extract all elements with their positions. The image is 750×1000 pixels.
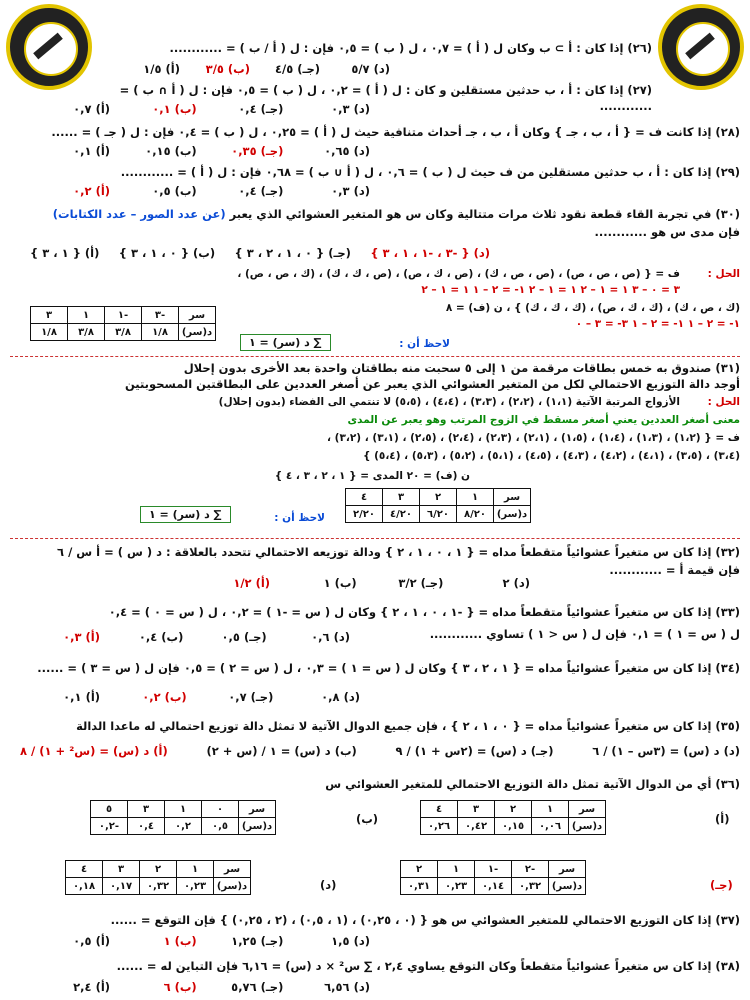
option-label: (جـ) [710, 878, 733, 892]
distribution-table-31 [345, 488, 531, 523]
table-cell: ٢ [401, 861, 438, 878]
option-a: (أ) ١/٥ [143, 62, 180, 76]
table-cell: ١/٨ [142, 324, 179, 341]
table-cell: ١ [165, 801, 202, 818]
question-30 [10, 206, 740, 222]
option-d: (د) ٠,٣ [331, 102, 370, 116]
solution-30-line1: ف = { (ص ، ص ، ص) ، (ص ، ص ، ك) ، (ص ، ك ، ص) ، (ص ، ك ، ك) ، (ك ، ص ، ص) ، [237, 268, 680, 280]
option-label: (أ) [715, 812, 730, 826]
table-cell: ٤ [66, 861, 103, 878]
table-cell: سر [569, 801, 606, 818]
option-d: (د) ١,٥ [331, 934, 370, 948]
table-cell: ٣ [458, 801, 495, 818]
table-cell: ٤ [421, 801, 458, 818]
question-32: (٣٢) إذا كان س متغيراً عشوائياً متقطعاً مداه = { ١ ، ٠ ، ١ ، ٢ } ودالة توزيعه الاحتمالي تتحدد بالعلاقة : د ( س ) = ﺃ س / ٦ [57, 545, 740, 559]
option-b: (ب) { ٠ ، ١ ، ٣ } [118, 246, 216, 260]
option-a: (أ) ٢,٤ [73, 980, 111, 994]
table-cell: د(سر) [549, 878, 586, 895]
table-cell: -٣ [142, 307, 179, 324]
table-cell: ٠,٣٢ [512, 878, 549, 895]
distribution-table-36c [400, 860, 586, 895]
option-b: (ب) ٠,٥ [152, 184, 197, 198]
table-cell: ١ [68, 307, 105, 324]
option-b: (ب) د (س) = ١ / (س + ٢) [206, 744, 357, 758]
option-c: (جـ) ٠,٤ [238, 102, 284, 116]
option-a: (أ) ٠,٥ [73, 934, 111, 948]
option-c: (جـ) ٤/٥ [275, 62, 320, 76]
table-cell: ٠,١٥ [495, 818, 532, 835]
table-cell: ٠,١٧ [103, 878, 140, 895]
options-26 [110, 62, 390, 76]
divider [10, 538, 740, 539]
table-cell: ٥ [91, 801, 128, 818]
option-b: (ب) ٠,١٥ [145, 144, 197, 158]
options-32 [200, 576, 530, 590]
table-cell: ٠,١٨ [66, 878, 103, 895]
table-cell: ٠,٢ [165, 818, 202, 835]
logo-icon [658, 4, 744, 90]
table-cell: د(سر) [239, 818, 276, 835]
option-d: (د) ٠,٣ [331, 184, 370, 198]
table-cell: د(سر) [214, 878, 251, 895]
table-cell: سر [239, 801, 276, 818]
table-cell: ٠,١٤ [475, 878, 512, 895]
option-c: (جـ) { ٠ ، ١ ، ٢ ، ٣ } [234, 246, 351, 260]
table-cell: ٠,٤ [128, 818, 165, 835]
options-27 [40, 102, 370, 116]
table-cell: ٤ [346, 489, 383, 506]
table-row [401, 878, 586, 895]
option-d: (د) د (س) = (٣س – ١) / ٦ [592, 744, 740, 758]
option-c: (جـ) ٥,٧٦ [231, 980, 284, 994]
table-cell: -١ [105, 307, 142, 324]
table-cell: ٣/٨ [105, 324, 142, 341]
option-d: (د) ٥/٧ [351, 62, 390, 76]
option-a-label [715, 812, 729, 826]
option-b: (ب) ٦ [163, 980, 197, 994]
option-label: (د) [320, 878, 337, 892]
note-box-30: ∑ د (سر) = ١ [240, 334, 331, 351]
table-cell: ١ [177, 861, 214, 878]
question-30-line2: فإن مدى س هو ............ [594, 225, 740, 239]
solution-30-line2b: ١- = ٢ – ١ ١- = ٢ – ١ ٣- = ٣ – ٠ [575, 318, 740, 330]
option-c: (جـ) ٠,٣٥ [231, 144, 284, 158]
table-cell: ٣ [31, 307, 68, 324]
table-cell: ٢ [140, 861, 177, 878]
logo-icon [6, 4, 92, 90]
table-cell: ٦/٢٠ [420, 506, 457, 523]
option-d: (د) ٢ [502, 576, 530, 590]
table-cell: سر [179, 307, 216, 324]
table-cell: ٠,٤٢ [458, 818, 495, 835]
option-b: (ب) ٣/٥ [205, 62, 250, 76]
question-35: (٣٥) إذا كان س متغيراً عشوائياً مداه = { ٠ ، ١ ، ٢ } ، فإن جميع الدوال الآتية لا تمثل دالة توزيع احتمالي له ماعدا الدالة [76, 719, 740, 733]
question-26: (٢٦) إذا كان : ﺃ ⊃ ب وكان ل ( ﺃ ) = ٠,٧ ، ل ( ب ) = ٠,٥ فإن : ل ( ﺃ / ب ) = ............ [169, 41, 652, 55]
options-29 [40, 184, 370, 198]
option-b-label [356, 812, 378, 826]
table-row [421, 801, 606, 818]
table-cell: ٣ [103, 861, 140, 878]
option-d: (د) ٠,٦ [311, 630, 350, 644]
option-b: (ب) ٠,١ [152, 102, 197, 116]
question-31-line2: أوجد دالة التوزيع الاحتمالي لكل من المتغير العشوائي الذي يعبر عن أصغر العددين على البطاقتين المسحوبتين [124, 377, 740, 391]
table-cell: ١/٨ [31, 324, 68, 341]
table-cell: ١ [438, 861, 475, 878]
table-cell: ٢ [420, 489, 457, 506]
option-c: (جـ) ١,٢٥ [231, 934, 284, 948]
option-a: (أ) ٠,٢ [73, 184, 111, 198]
solution-31-line3: ف = { (١،٢) ، (١،٣) ، (١،٤) ، (١،٥) ، (٢،١) ، (٢،٣) ، (٢،٤) ، (٢،٥) ، (٣،١) ، (٣،٢) ، [327, 432, 740, 444]
option-a: (أ) ٠,٧ [73, 102, 111, 116]
option-a: (أ) ١/٢ [233, 576, 271, 590]
solution-label: الحل : [707, 268, 740, 280]
note-box-31: ∑ د (سر) = ١ [140, 506, 231, 523]
solution-30-line1b: ٣ = ٠ – ٣ ١ = ١ – ٢ ١ = ١ – ٢ ١- = ٢ – ١ ١ = ١ – ٢ [421, 284, 680, 296]
option-d: (د) ٦,٥٦ [324, 980, 370, 994]
distribution-table-30 [30, 306, 216, 341]
note-label-30: لاحظ أن : [399, 338, 450, 350]
question-28: (٢٨) إذا كانت ف = { ﺃ ، ب ، جـ } وكان ﺃ ، ب ، جـ أحداث متنافية حيث ل ( ﺃ ) = ٠,٢٥ ، ل ( ب ) = ٠,٤ فإن : ل ( جـ ) = ...... [51, 125, 740, 139]
table-cell: -١ [475, 861, 512, 878]
table-cell: ٢/٢٠ [346, 506, 383, 523]
option-c: (جـ) ٣/٢ [398, 576, 444, 590]
table-cell: سر [494, 489, 531, 506]
table-cell: ٨/٢٠ [457, 506, 494, 523]
option-d: (د) ٠,٨ [321, 690, 360, 704]
table-cell: ٠,٢٣ [177, 878, 214, 895]
table-cell: ١ [457, 489, 494, 506]
table-cell: سر [214, 861, 251, 878]
table-cell: ٠,٣٢ [140, 878, 177, 895]
table-cell: ٠,٠٦ [532, 818, 569, 835]
table-cell: ٣/٨ [68, 324, 105, 341]
divider [10, 356, 740, 357]
question-30-text: (٣٠) في تجربة القاء قطعة نقود ثلاث مرات متتالية وكان س هو المتغير العشوائي الذي يعبر [229, 207, 740, 221]
table-row [66, 878, 251, 895]
options-34 [30, 690, 360, 704]
table-cell: ٠,٢٣ [438, 878, 475, 895]
solution-31-line4: (٣،٤) ، (٣،٥) ، (٤،١) ، (٤،٢) ، (٤،٣) ، (٤،٥) ، (٥،١) ، (٥،٢) ، (٥،٣) ، (٥،٤) } [362, 450, 740, 462]
options-38 [40, 980, 370, 994]
table-cell: ١ [532, 801, 569, 818]
options-30 [30, 246, 490, 260]
question-30-note: (عن عدد الصور – عدد الكتابات) [52, 207, 226, 221]
table-row [421, 818, 606, 835]
options-35 [20, 744, 740, 758]
question-38: (٣٨) إذا كان س متغيراً عشوائياً متقطعاً وكان التوقع يساوي ٢,٤ ، ∑ س² × د (س) = ٦,١٦ فإن التباين له = ...... [116, 959, 740, 973]
table-row [91, 801, 276, 818]
option-a: (أ) ٠,١ [63, 690, 101, 704]
solution-31-line2: معنى أصغر العددين يعني أصغر مسقط في الزوج المرتب وهو يعبر عن المدى [347, 414, 740, 426]
question-27: (٢٧) إذا كان : ﺃ ، ب حدثين مستقلين و كان : ل ( ﺃ ) = ٠,٢ ، ل ( ب ) = ٠,٥ فإن : ل ( ﺃ ∩ ب ) = ............ [119, 83, 652, 113]
table-row [91, 818, 276, 835]
note-label-31: لاحظ أن : [274, 512, 325, 524]
table-cell: ٣ [383, 489, 420, 506]
option-b: (ب) ٠,٤ [138, 630, 184, 644]
question-29: (٢٩) إذا كان : ﺃ ، ب حدثين مستقلين من ف حيث ل ( ب ) = ٠,٦ ، ل ( ﺃ ∪ ب ) = ٠,٦٨ فإن : ل ( ﺃ ) = ............ [120, 165, 740, 179]
option-c: (جـ) ٠,٧ [228, 690, 274, 704]
options-28 [40, 144, 370, 158]
table-row [346, 489, 531, 506]
option-d: (د) { -٣ ، -١ ، ١ ، ٣ } [370, 246, 490, 260]
table-cell: -٢ [512, 861, 549, 878]
question-31: (٣١) صندوق به خمس بطاقات مرقمة من ١ إلى ٥ سحبت منه بطاقتان واحدة بعد الأخرى بدون إحلال [183, 361, 740, 375]
table-row [31, 324, 216, 341]
distribution-table-36b [90, 800, 276, 835]
table-cell: د(سر) [494, 506, 531, 523]
option-c: (جـ) د (س) = (٢س + ١) / ٩ [395, 744, 554, 758]
options-33 [30, 630, 350, 644]
option-label: (ب) [356, 812, 379, 826]
option-c-label [710, 878, 733, 892]
option-a: (أ) ٠,٣ [63, 630, 101, 644]
table-row [31, 307, 216, 324]
option-d: (د) ٠,٦٥ [324, 144, 370, 158]
table-cell: د(سر) [569, 818, 606, 835]
solution-31-line1: الأزواج المرتبة الآتية (١،١) ، (٢،٢) ، (٣،٣) ، (٤،٤) ، (٥،٥) لا تنتمي الى الفضاء (بدون إحلال) [218, 396, 680, 408]
option-a: (أ) د (س) = (س² + ١) / ٨ [20, 744, 168, 758]
option-b: (ب) ١ [323, 576, 357, 590]
solution-30-line2: (ك ، ص ، ك) ، (ك ، ك ، ص) ، (ك ، ك ، ك) } ، ن (ف) = ٨ [445, 302, 740, 314]
table-row [401, 861, 586, 878]
solution-31-line5: ن (ف) = ٢٠ المدى = { ١ ، ٢ ، ٣ ، ٤ } [274, 470, 470, 482]
table-cell: ٠ [202, 801, 239, 818]
table-cell: -٠,٢ [91, 818, 128, 835]
table-row [346, 506, 531, 523]
option-b: (ب) ١ [163, 934, 197, 948]
option-a: (أ) { ١ ، ٣ } [30, 246, 100, 260]
question-36: (٣٦) أي من الدوال الآتية تمثل دالة التوزيع الاحتمالي للمتغير العشوائي س [325, 777, 740, 791]
table-cell: ٤/٢٠ [383, 506, 420, 523]
question-32-line2: فإن قيمة ﺃ = ............ [609, 563, 740, 577]
option-c: (جـ) ٠,٥ [221, 630, 267, 644]
table-cell: ٣ [128, 801, 165, 818]
table-cell: سر [549, 861, 586, 878]
table-cell: ٠,٢٦ [421, 818, 458, 835]
option-b: (ب) ٠,٢ [142, 690, 187, 704]
options-37 [40, 934, 370, 948]
question-33-line2: ل ( س = ١ ) = ٠,١ فإن ل ( س < ١ ) تساوي ............ [429, 627, 740, 641]
table-row [66, 861, 251, 878]
option-c: (جـ) ٠,٤ [238, 184, 284, 198]
distribution-table-36a [420, 800, 606, 835]
solution-label: الحل : [707, 396, 740, 408]
table-cell: د(سر) [179, 324, 216, 341]
question-34: (٣٤) إذا كان س متغيراً عشوائياً مداه = { ١ ، ٢ ، ٣ } وكان ل ( س = ١ ) = ٠,٣ ، ل ( س = ٢ ) = ٠,٥ فإن ل ( س = ٣ ) = ...... [37, 661, 740, 675]
option-d-label [320, 878, 336, 892]
question-37: (٣٧) إذا كان التوزيع الاحتمالي للمتغير العشوائي س هو { (٠ ، ٠,٢٥) ، (١ ، ٠,٥) ، (٢ ، ٠,٢٥) } فإن التوقع = ...... [110, 913, 740, 927]
table-cell: ٠,٣١ [401, 878, 438, 895]
table-cell: ٢ [495, 801, 532, 818]
question-33: (٣٣) إذا كان س متغيراً عشوائياً متقطعاً مداه = { -١ ، ٠ ، ١ ، ٢ } وكان ل ( س = -١ ) = ٠,٢ ، ل ( س = ٠ ) = ٠,٤ [108, 605, 740, 619]
option-a: (أ) ٠,١ [73, 144, 111, 158]
table-cell: ٠,٥ [202, 818, 239, 835]
distribution-table-36d [65, 860, 251, 895]
